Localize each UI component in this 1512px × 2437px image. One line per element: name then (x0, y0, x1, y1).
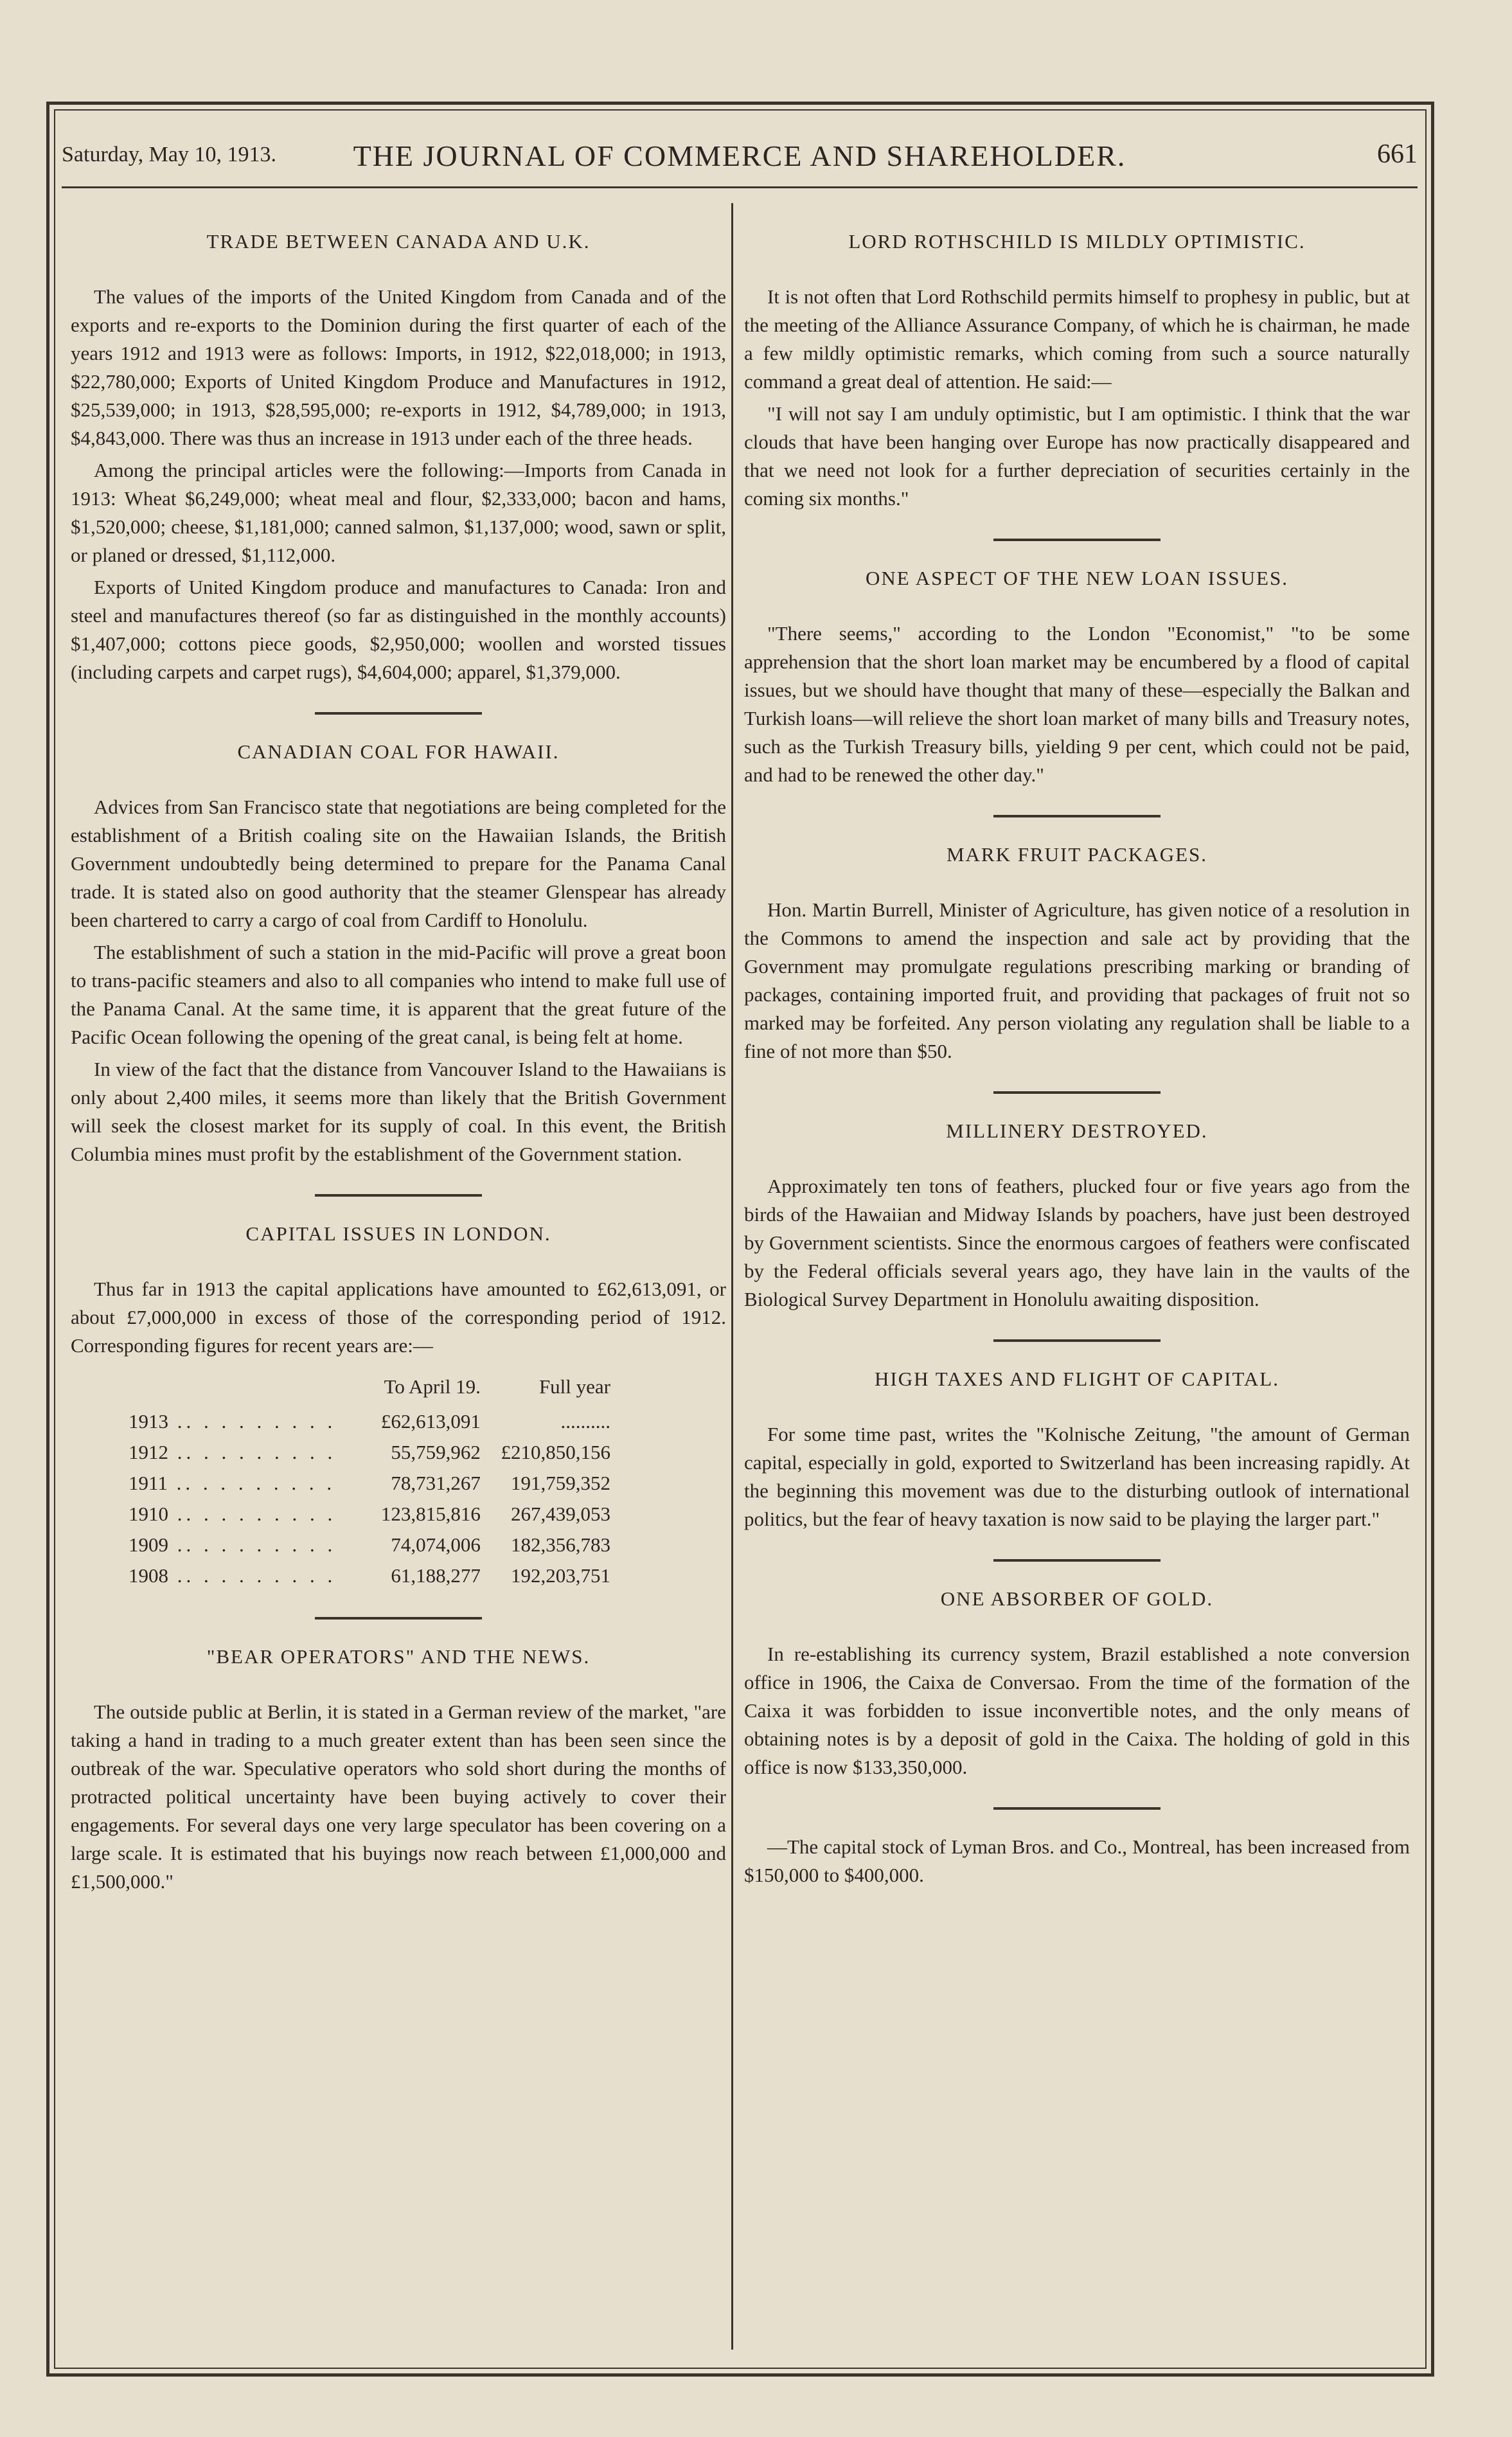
article-separator (993, 1339, 1161, 1342)
article-mark-fruit-packages (744, 841, 1410, 1066)
right-column (744, 203, 1410, 1893)
row-year: 1913 (129, 1410, 168, 1433)
article-separator (993, 1091, 1161, 1094)
table-row: 1911 .. . . . . . . . . 78,731,267 191,759,352 (129, 1468, 617, 1499)
article-paragraph: The outside public at Berlin, it is stated in a German review of the market, "are taking a hand in trading to a much greater extent than has been seen since the outbreak of the war. Speculative operators who sold short during the months of protracted political uncertainty have been buying actively to cover their engagements. For several days one very large speculator has been covering on a large scale. It is estimated that his buyings now reach between £1,000,000 and £1,500,000." (71, 1701, 726, 1893)
article-paragraph: Advices from San Francisco state that negotiations are being completed for the establishment of a British coaling site on the Hawaiian Islands, the British Government undoubtedly being determined to prepare for the Panama Canal trade. It is stated also on good authority that the steamer Glenspear has already been chartered to carry a cargo of coal from Cardiff to Honolulu. (71, 796, 726, 931)
article-new-loan-issues (744, 564, 1410, 789)
article-separator (315, 712, 482, 715)
article-paragraph: For some time past, writes the "Kolnische Zeitung, "the amount of German capital, especially in gold, exported to Switzerland has been increasing rapidly. At the beginning this movement was due to the disturbing outlook of international politics, but the fear of heavy taxation is now said to be playing the larger part." (744, 1423, 1410, 1530)
page-number: 661 (1377, 139, 1418, 169)
header-rule (62, 186, 1418, 188)
article-paragraph: Exports of United Kingdom produce and manufactures to Canada: Iron and steel and manufactures thereof (so far as distinguished in the monthly accounts) $1,407,000; cottons piece goods, $2,950,000; woollen and worsted tissues (including carpets and carpet rugs), $4,604,000; apparel, $1,379,000. (71, 576, 726, 683)
row-year: 1908 (129, 1564, 168, 1587)
article-heading: TRADE BETWEEN CANADA AND U.K. (206, 230, 591, 253)
row-april-value: 61,188,277 (391, 1564, 481, 1587)
issue-date: Saturday, May 10, 1913. (62, 143, 276, 166)
table-row: 1908 .. . . . . . . . . 61,188,277 192,203,751 (129, 1560, 617, 1591)
article-separator (993, 1807, 1161, 1810)
article-canadian-coal (71, 738, 726, 1168)
article-heading: ONE ASPECT OF THE NEW LOAN ISSUES. (866, 567, 1288, 589)
article-paragraph: In view of the fact that the distance from Vancouver Island to the Hawaiians is only about 2,400 miles, it seems more than likely that the British Government will seek the closest market for its supply of coal. In this event, the British Columbia mines must profit by the establishment of the Government station. (71, 1058, 726, 1165)
table-header-full-year: Full year (538, 1375, 610, 1398)
article-separator (993, 815, 1161, 817)
row-year: 1909 (129, 1533, 168, 1556)
table-row: 1913 .. . . . . . . . . £62,613,091 .......... (129, 1406, 617, 1437)
row-full-year-value: 182,356,783 (511, 1533, 610, 1556)
article-trade-canada-uk (71, 228, 726, 686)
article-lord-rothschild (744, 228, 1410, 513)
article-heading: CANADIAN COAL FOR HAWAII. (237, 740, 560, 763)
column-divider (731, 203, 733, 2350)
row-full-year-value: 192,203,751 (511, 1564, 610, 1587)
article-heading: MARK FRUIT PACKAGES. (946, 843, 1208, 866)
article-paragraph: In re-establishing its currency system, Brazil established a note conversion office in 1906, the Caixa de Conversao. From the time of the formation of the Caixa it was forbidden to issue inconvertible notes, and the only means of obtaining notes is by a deposit of gold in the Caixa. The holding of gold in this office is now $133,350,000. (744, 1643, 1410, 1778)
row-full-year-value: £210,850,156 (501, 1441, 610, 1463)
article-separator (315, 1617, 482, 1620)
article-paragraph: "There seems," according to the London "Economist," "to be some apprehension that the short loan market may be encumbered by a flood of capital issues, but we should have thought that many of these—especially the Balkan and Turkish loans—will relieve the short loan market of many bills and Treasury notes, such as the Turkish Treasury bills, yielding 9 per cent, which could not be paid, and had to be renewed the other day." (744, 622, 1410, 786)
article-separator (993, 1559, 1161, 1562)
article-paragraph: "I will not say I am unduly optimistic, but I am optimistic. I think that the war clouds that have been hanging over Europe has now practically disappeared and that we need not look for a further depreciation of securities certainly in the coming six months." (744, 402, 1410, 510)
article-bear-operators (71, 1643, 726, 1896)
article-paragraph: The values of the imports of the United Kingdom from Canada and of the exports and re-exports to the Dominion during the first quarter of each of the years 1912 and 1913 were as follows: Imports, in 1912, $22,018,000; in 1913, $22,780,000; Exports of United Kingdom Produce and Manufactures in 1912, $25,539,000; in 1913, $28,595,000; re-exports in 1912, $4,789,000; in 1913, $4,843,000. There was thus an increase in 1913 under each of the three heads. (71, 285, 726, 449)
row-full-year-value: .......... (560, 1410, 610, 1433)
article-separator (993, 539, 1161, 541)
row-april-value: 74,074,006 (391, 1533, 481, 1556)
table-row: 1912 .. . . . . . . . . 55,759,962 £210,850,156 (129, 1437, 617, 1468)
article-heading: MILLINERY DESTROYED. (946, 1120, 1208, 1142)
article-millinery-destroyed (744, 1117, 1410, 1314)
article-paragraph: Hon. Martin Burrell, Minister of Agriculture, has given notice of a resolution in the Commons to amend the inspection and sale act by providing that the Government may promulgate regulations prescribing marking or branding of packages, containing imported fruit, and providing that packages of fruit not so marked may be forfeited. Any person violating any regulation shall be liable to a fine of not more than $50. (744, 898, 1410, 1062)
row-full-year-value: 267,439,053 (511, 1503, 610, 1525)
article-heading: HIGH TAXES AND FLIGHT OF CAPITAL. (875, 1368, 1279, 1390)
left-column (71, 203, 726, 1900)
article-paragraph: Among the principal articles were the following:—Imports from Canada in 1913: Wheat $6,249,000; wheat meal and flour, $2,333,000; bacon and hams, $1,520,000; cheese, $1,181,000; canned salmon, $1,137,000; wood, sawn or split, or planed or dressed, $1,112,000. (71, 459, 726, 566)
row-april-value: 123,815,816 (380, 1503, 481, 1525)
article-lyman-bros (744, 1833, 1410, 1889)
article-high-taxes (744, 1365, 1410, 1533)
row-april-value: 55,759,962 (391, 1441, 481, 1463)
article-separator (315, 1194, 482, 1197)
table-header-year (129, 1370, 368, 1406)
article-paragraph: It is not often that Lord Rothschild permits himself to prophesy in public, but at the meeting of the Alliance Assurance Company, of which he is chairman, he made a few mildly optimistic remarks, which coming from such a source naturally command a great deal of attention. He said:— (744, 285, 1410, 393)
article-heading: LORD ROTHSCHILD IS MILDLY OPTIMISTIC. (848, 230, 1306, 253)
table-header-april: To April 19. (384, 1375, 481, 1398)
row-year: 1912 (129, 1441, 168, 1463)
row-april-value: 78,731,267 (391, 1472, 481, 1494)
page-header (62, 136, 1418, 181)
table-row: 1909 .. . . . . . . . . 74,074,006 182,356,783 (129, 1530, 617, 1560)
article-paragraph: Thus far in 1913 the capital applications have amounted to £62,613,091, or about £7,000,000 in excess of those of the corresponding period of 1912. Corresponding figures for recent years are:— (71, 1278, 726, 1357)
article-heading: ONE ABSORBER OF GOLD. (940, 1587, 1214, 1610)
table-row: 1910 .. . . . . . . . . 123,815,816 267,439,053 (129, 1499, 617, 1530)
article-heading: "BEAR OPERATORS" AND THE NEWS. (206, 1645, 591, 1668)
row-year: 1910 (129, 1503, 168, 1525)
row-year: 1911 (129, 1472, 168, 1494)
article-paragraph: —The capital stock of Lyman Bros. and Co., Montreal, has been increased from $150,000 to $400,000. (744, 1835, 1410, 1886)
article-paragraph: Approximately ten tons of feathers, plucked four or five years ago from the birds of the Hawaiian and Midway Islands by poachers, have just been destroyed by Government scientists. Since the enormous cargoes of feathers were confiscated by the Federal officials several years ago, they have lain in the vaults of the Biological Survey Department in Honolulu awaiting disposition. (744, 1175, 1410, 1310)
capital-issues-table (129, 1370, 617, 1591)
article-paragraph: The establishment of such a station in the mid-Pacific will prove a great boon to trans-pacific steamers and also to all companies who intend to make full use of the Panama Canal. At the same time, it is apparent that the great future of the Pacific Ocean following the opening of the great canal, is being felt at home. (71, 941, 726, 1048)
article-heading: CAPITAL ISSUES IN LONDON. (245, 1222, 551, 1245)
article-absorber-of-gold (744, 1585, 1410, 1781)
row-april-value: £62,613,091 (380, 1410, 481, 1433)
newspaper-title: THE JOURNAL OF COMMERCE AND SHAREHOLDER. (353, 139, 1126, 172)
article-capital-issues (71, 1220, 726, 1591)
row-full-year-value: 191,759,352 (511, 1472, 610, 1494)
